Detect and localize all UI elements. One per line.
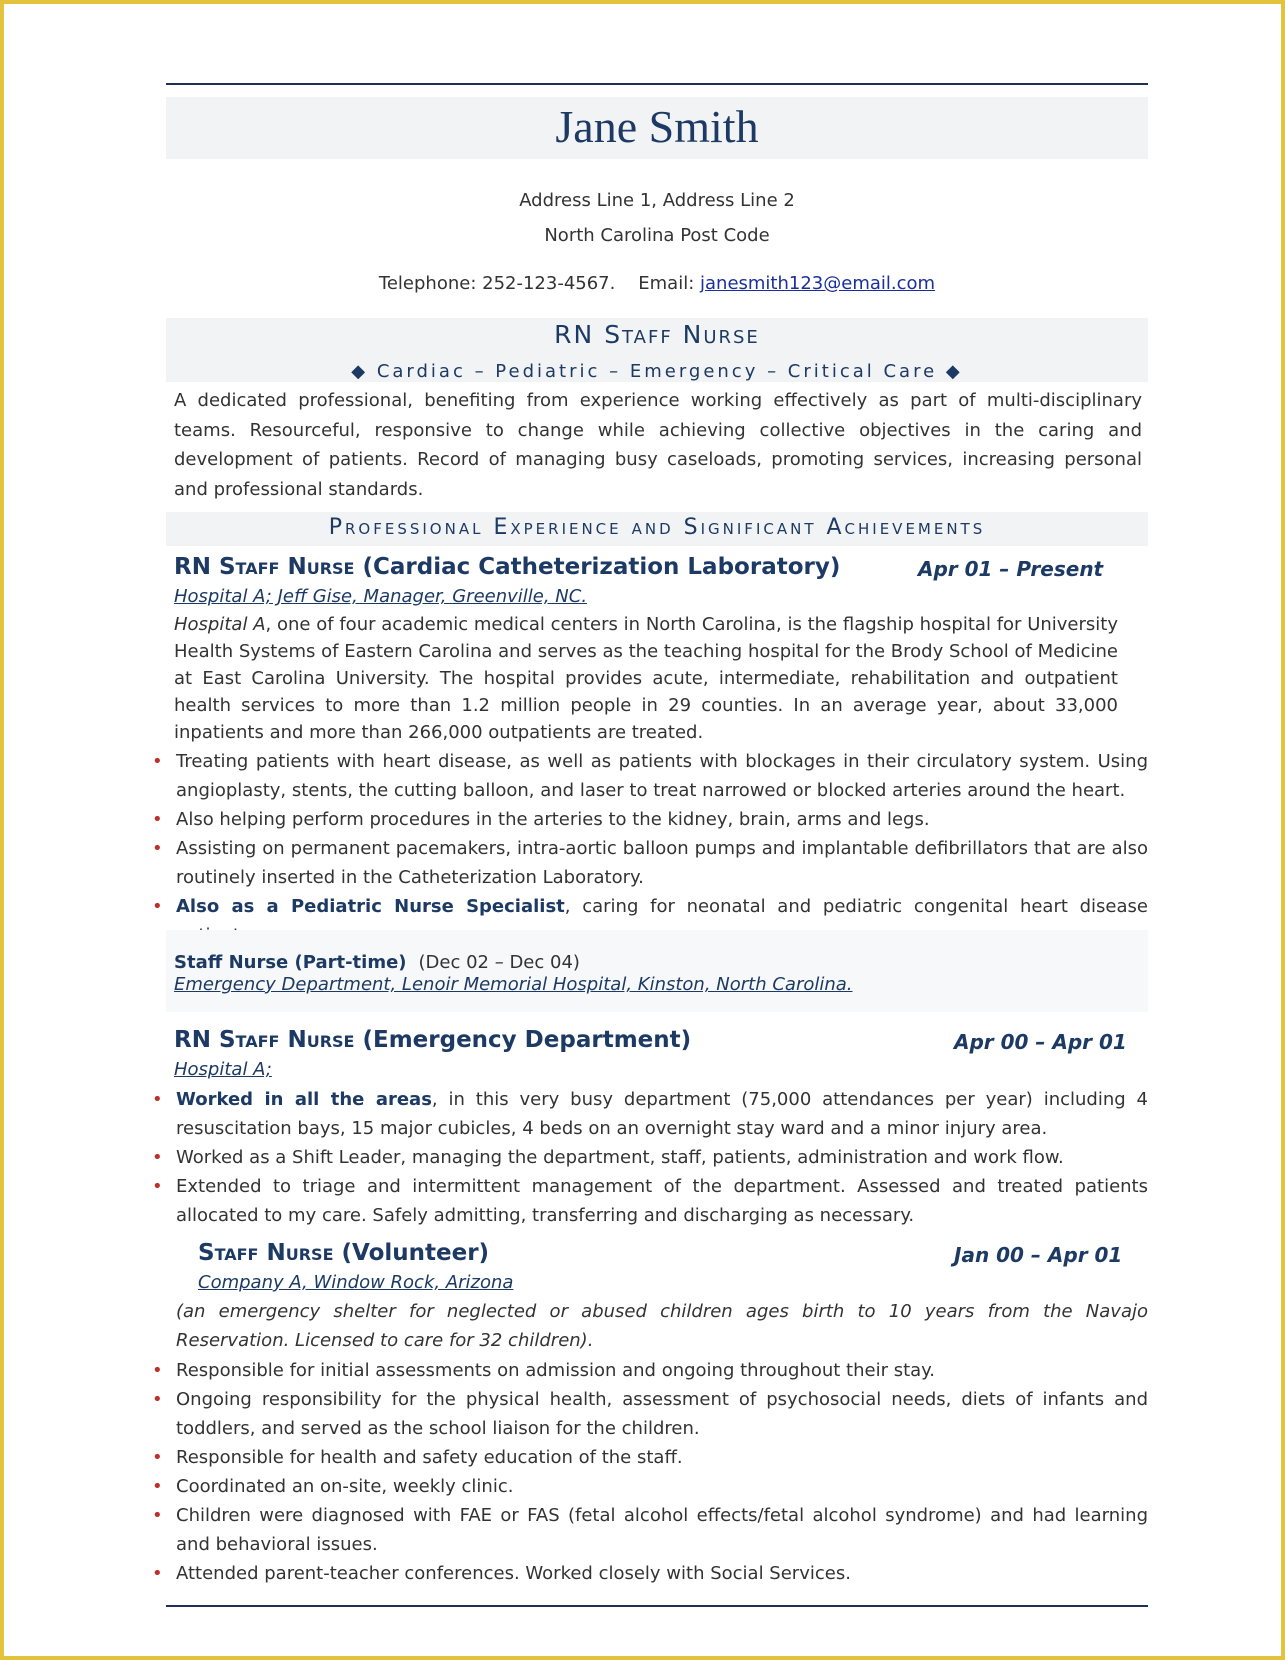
job-title-role: RN Staff Nurse: [174, 554, 355, 580]
job-employer: Hospital A; Jeff Gise, Manager, Greenville, NC.: [174, 586, 588, 607]
contact-line: [166, 273, 1148, 294]
parttime-employer: Emergency Department, Lenoir Memorial Hospital, Kinston, North Carolina.: [174, 974, 853, 995]
address-line: Address Line 1, Address Line 2: [519, 190, 795, 211]
job-dates: Jan 00 – Apr 01: [954, 1243, 1123, 1267]
telephone: Telephone: 252-123-4567.: [378, 273, 616, 294]
job-title-unit: (Volunteer): [341, 1240, 490, 1266]
experience-heading: Professional Experience and Significant Achievements: [328, 515, 986, 540]
list-item: [176, 1085, 1148, 1143]
email-label: Email:: [638, 273, 695, 294]
list-item: • Extended to triage and intermittent management of the department. Assessed and treated patients allocated to my care. Safely admitting, transferring and discharging as necessary.: [176, 1172, 1148, 1230]
list-item: • Treating patients with heart disease, as well as patients with blockages in their circulatory system. Using angioplasty, stents, the cutting balloon, and laser to treat narrowed or blocked arteries around the heart.: [176, 747, 1148, 805]
list-item: • Also helping perform procedures in the arteries to the kidney, brain, arms and legs.: [176, 805, 1148, 834]
hospital-name: Hospital A: [174, 614, 266, 635]
job-employer: Hospital A;: [174, 1059, 272, 1080]
parttime-title: Staff Nurse (Part-time): [174, 952, 407, 973]
list-item: • Assisting on permanent pacemakers, intra-aortic balloon pumps and implantable defibrillators that are also routinely inserted in the Catheterization Laboratory.: [176, 834, 1148, 892]
job-description: [174, 611, 1118, 746]
bullet-emphasis: Also as a Pediatric Nurse Specialist: [176, 896, 565, 917]
summary-paragraph: A dedicated professional, benefiting from experience working effectively as part of multi-disciplinary teams. Resourceful, responsive to change while achieving collective objectives in the caring and development of patients. Record of managing busy caseloads, promoting services, increasing personal and professional standards.: [174, 390, 1142, 500]
job-bullets: [176, 747, 1148, 950]
parttime-dates: (Dec 02 – Dec 04): [418, 952, 580, 973]
email-link[interactable]: janesmith123@email.com: [700, 273, 936, 294]
list-item: • Coordinated an on-site, weekly clinic.: [176, 1472, 1148, 1501]
list-item: • Attended parent-teacher conferences. Worked closely with Social Services.: [176, 1559, 1148, 1588]
list-item: • Ongoing responsibility for the physical health, assessment of psychosocial needs, diets of infants and toddlers, and served as the school liaison for the children.: [176, 1385, 1148, 1443]
region-line: North Carolina Post Code: [544, 225, 770, 246]
job-dates: Apr 00 – Apr 01: [954, 1030, 1127, 1054]
list-item: • Worked as a Shift Leader, managing the department, staff, patients, administration and work flow.: [176, 1143, 1148, 1172]
parttime-title-line: [174, 952, 580, 973]
description-text: , one of four academic medical centers in North Carolina, is the flagship hospital for University Health Systems of Eastern Carolina and serves as the teaching hospital for the Brody School of Medicine at East Carolina University. The hospital provides acute, intermediate, rehabilitation and outpatient health services to more than 1.2 million people in 29 counties. In an average year, about 33,000 inpatients and more than 266,000 outpatients are treated.: [174, 614, 1118, 743]
job-title-role: RN Staff Nurse: [174, 1027, 355, 1053]
employer-note: (an emergency shelter for neglected or abused children ages birth to 10 years from the Navajo Reservation. Licensed to care for 32 children).: [176, 1301, 1148, 1351]
bullet-emphasis: Worked in all the areas: [176, 1089, 432, 1110]
bullet-text: , caring for neonatal and pediatric congenital heart disease: [564, 896, 1148, 917]
bullet-text: , in this very busy department (75,000 attendances per year) including 4 resuscitation bays, 15 major cubicles, 4 beds on an overnight stay ward and a minor injury area.: [176, 1089, 1148, 1139]
resume-page: [166, 0, 1148, 1660]
job-title: [174, 554, 840, 580]
job-title-unit: (Emergency Department): [362, 1027, 692, 1053]
job-title: [198, 1240, 489, 1266]
list-item: • Children were diagnosed with FAE or FAS (fetal alcohol effects/fetal alcohol syndrome) and had learning and behavioral issues.: [176, 1501, 1148, 1559]
list-item: • Responsible for initial assessments on admission and ongoing throughout their stay.: [176, 1356, 1148, 1385]
list-item: • Responsible for health and safety education of the staff.: [176, 1443, 1148, 1472]
job-title: [174, 1027, 691, 1053]
job-title-role: Staff Nurse: [198, 1240, 334, 1266]
bottom-divider: [166, 1605, 1148, 1607]
top-divider: [166, 83, 1148, 85]
job-bullets: [176, 1356, 1148, 1588]
specialties: ◆ Cardiac – Pediatric – Emergency – Critical Care ◆: [351, 361, 963, 382]
job-title-unit: (Cardiac Catheterization Laboratory): [362, 554, 841, 580]
job-bullets: [176, 1085, 1148, 1230]
job-dates: Apr 01 – Present: [918, 557, 1104, 581]
job-employer: Company A, Window Rock, Arizona: [198, 1272, 514, 1293]
candidate-name: Jane Smith: [555, 101, 759, 152]
headline-title: RN Staff Nurse: [554, 320, 760, 349]
